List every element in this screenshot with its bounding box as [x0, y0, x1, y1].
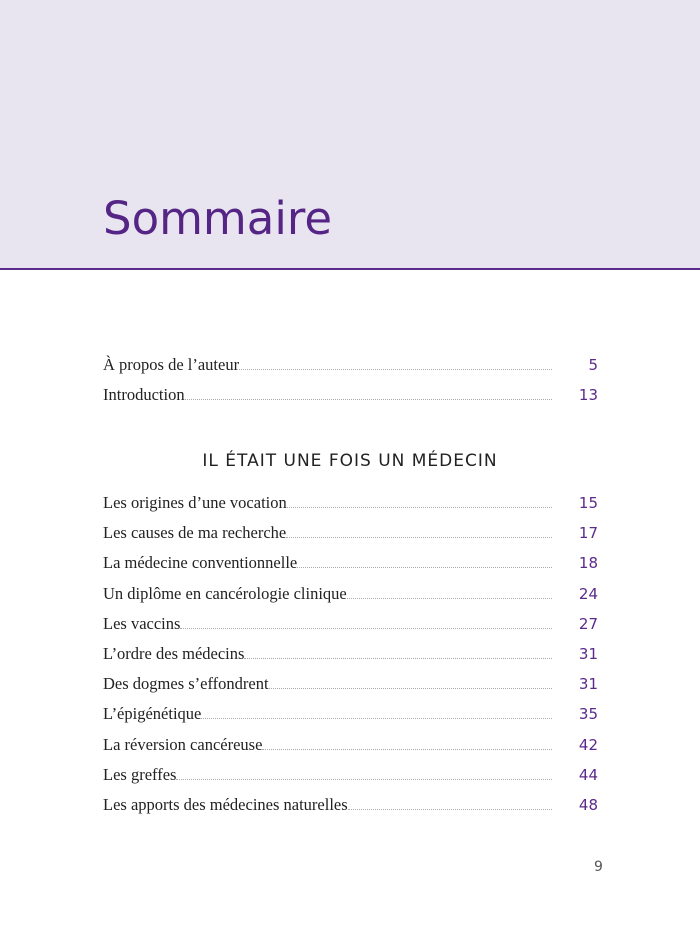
toc-entry[interactable]: [103, 793, 598, 815]
toc-entry-page: 31: [578, 645, 598, 663]
toc-entry[interactable]: [103, 612, 598, 634]
toc-entry-label: La médecine conventionnelle: [103, 553, 298, 573]
toc-entry-label: La réversion cancéreuse: [103, 734, 263, 754]
dot-leader: [269, 688, 552, 689]
toc-entry[interactable]: [103, 491, 598, 513]
dot-leader: [180, 628, 552, 629]
toc-entry[interactable]: [103, 353, 598, 375]
dot-leader: [286, 537, 552, 538]
toc-entry-label: Un diplôme en cancérologie clinique: [103, 583, 347, 603]
toc-entry-label: L’ordre des médecins: [103, 644, 245, 663]
toc-entry-page: 18: [578, 554, 598, 573]
toc-entry-label: Des dogmes s’effondrent: [103, 674, 269, 694]
dot-leader: [262, 749, 552, 750]
toc-entry[interactable]: [103, 702, 598, 724]
toc-entry-page: 48: [578, 796, 598, 814]
dot-leader: [239, 369, 552, 370]
toc-entry[interactable]: [103, 733, 598, 755]
toc-entry-page: 5: [588, 356, 598, 374]
toc-entry[interactable]: [103, 521, 598, 543]
dot-leader: [201, 718, 552, 719]
toc-entry[interactable]: [103, 672, 598, 694]
page-title: Sommaire: [103, 192, 333, 245]
toc-entry-label: L’épigénétique: [103, 704, 202, 724]
toc-entry-label: Les causes de ma recherche: [103, 523, 287, 543]
section-heading: IL ÉTAIT UNE FOIS UN MÉDECIN: [202, 451, 498, 471]
toc-entry-label: Les vaccins: [103, 613, 181, 633]
toc-entry-label: À propos de l’auteur: [103, 355, 240, 374]
dot-leader: [348, 809, 552, 810]
toc-entry[interactable]: [103, 383, 598, 405]
toc-entry-page: 42: [578, 735, 598, 754]
dot-leader: [185, 399, 552, 400]
toc-entry-label: Les apports des médecines naturelles: [103, 795, 348, 814]
toc-entry[interactable]: [103, 551, 598, 573]
toc-entry[interactable]: [103, 642, 598, 664]
toc-entry-page: 35: [578, 705, 598, 724]
toc-entry-label: Introduction: [103, 385, 185, 404]
dot-leader: [176, 779, 552, 780]
toc-entry-label: Les greffes: [103, 764, 177, 784]
toc-entry-page: 27: [578, 614, 598, 633]
toc-entry-page: 15: [578, 494, 598, 512]
dot-leader: [347, 598, 552, 599]
toc-entry-page: 31: [578, 675, 598, 694]
dot-leader: [287, 507, 552, 508]
toc-entry-page: 17: [578, 524, 598, 543]
toc-entry-page: 13: [578, 386, 598, 404]
page-number: 9: [594, 859, 603, 875]
toc-entry-page: 24: [578, 584, 598, 603]
dot-leader: [297, 567, 552, 568]
toc-entry-label: Les origines d’une vocation: [103, 493, 287, 512]
toc-entry[interactable]: [103, 763, 598, 785]
dot-leader: [244, 658, 552, 659]
toc-entry[interactable]: [103, 582, 598, 604]
toc-entry-page: 44: [578, 765, 598, 784]
